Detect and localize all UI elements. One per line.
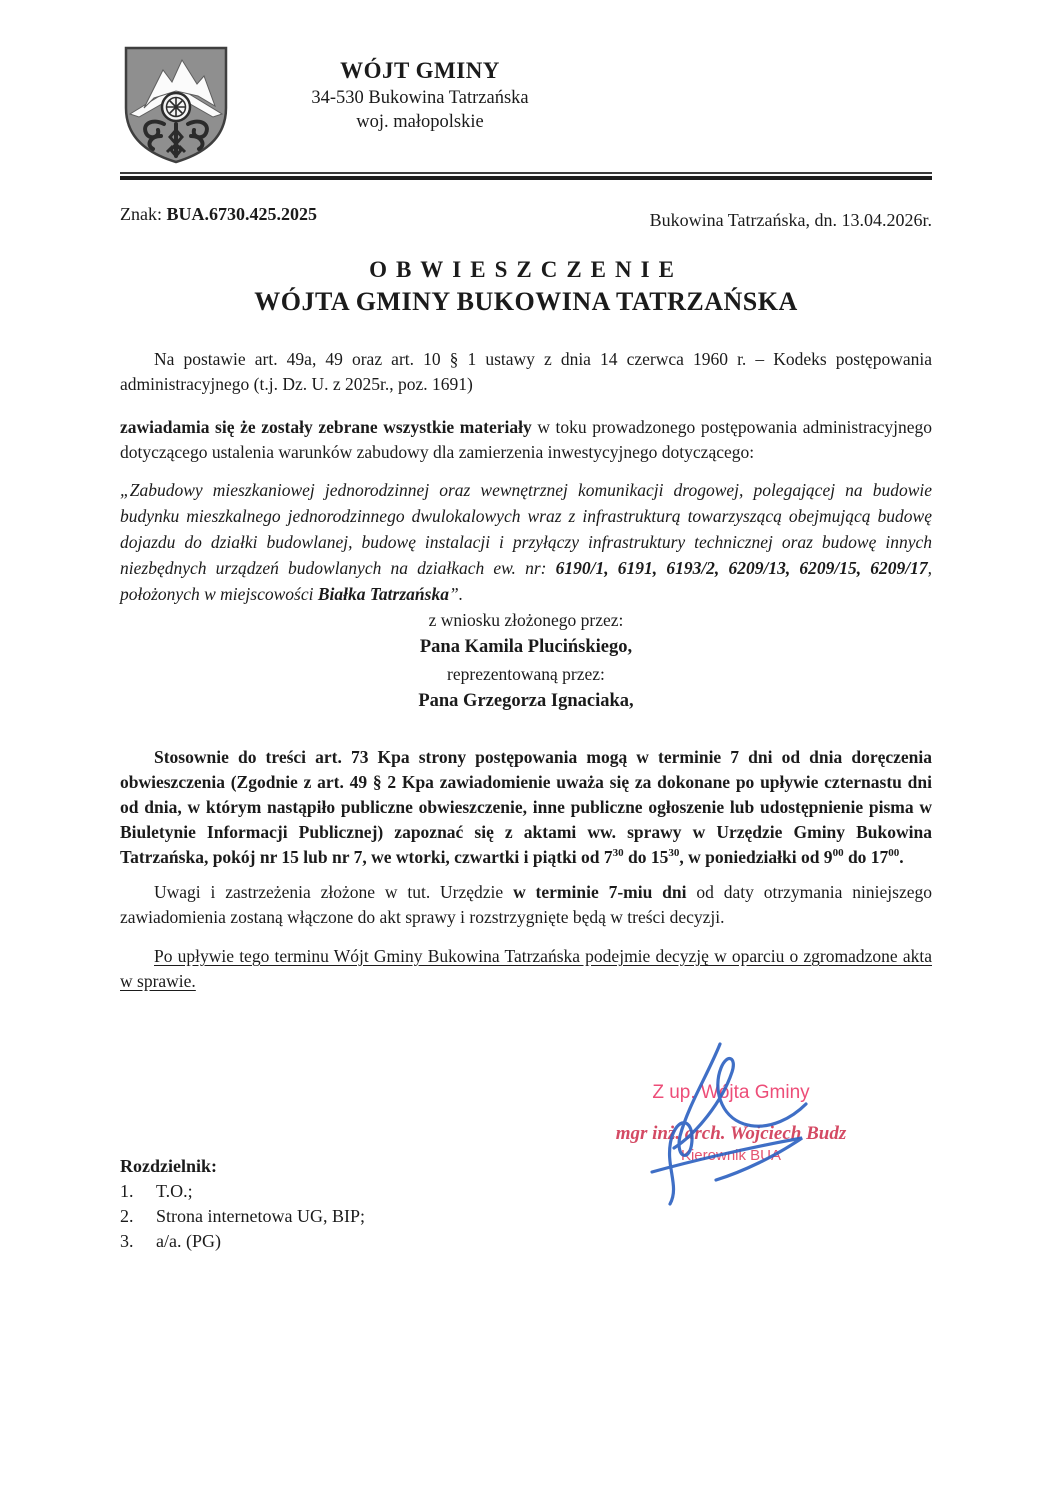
file-access-paragraph (120, 745, 932, 870)
reference-value: BUA.6730.425.2025 (166, 204, 318, 224)
applicant-block (120, 607, 932, 715)
letterhead-text (260, 58, 580, 133)
list-item-number: 1. (120, 1181, 134, 1201)
applicant-name: Pana Kamila Plucińskiego, (419, 637, 633, 657)
coat-of-arms-icon (120, 44, 232, 166)
stamp-signer-position: Kierownik BUA (680, 1147, 782, 1164)
access-text: Stosownie do treści art. 73 Kpa strony postępowania mogą w terminie 7 dni od dnia doręczenia obwieszczenia (Zgodnie z art. 49 § 2 Kpa zawiadomienie uważa się za dokonane po upływie czternastu dni od dnia, w którym nastąpiło publiczne obwieszczenie, inne publiczne ogłoszenie lub udostępnienie pisma w Biuletynie Informacji Publicznej) zapoznać się z aktami ww. sprawy w Urzędzie Gminy Bukowina Tatrzańska, pokój nr 15 lub nr 7, we wtorki, czwartki i piątki od 7 (120, 747, 932, 867)
access-text-5: . (899, 847, 904, 867)
hours-superscript: 30 (612, 847, 624, 860)
list-item-text: Strona internetowa UG, BIP; (156, 1206, 365, 1226)
notice-bold-lead: zawiadamia się że zostały zebrane wszystkie materiały (120, 417, 532, 437)
header-rule (120, 172, 932, 180)
quote-closing: ”. (448, 584, 464, 604)
investment-quote-paragraph (120, 477, 932, 607)
list-item-text: a/a. (PG) (156, 1231, 221, 1251)
remarks-text: Uwagi i zastrzeżenia złożone w tut. Urzędzie (154, 882, 514, 902)
access-text-2: do 15 (623, 847, 669, 867)
distribution-header: Rozdzielnik: (120, 1156, 217, 1176)
document-subtitle: WÓJTA GMINY BUKOWINA TATRZAŃSKA (254, 287, 798, 316)
notice-rest: w toku prowadzonego postępowania administracyjnego dotyczącego ustalenia warunków zabudowy dla zamierzenia inwestycyjnego dotyczącego: (120, 417, 932, 462)
quote-plot-numbers: 6190/1, 6191, 6193/2, 6209/13, 6209/15, 6209/17 (555, 558, 928, 578)
list-item (120, 1229, 932, 1254)
applicant-intro: z wniosku złożonego przez: (428, 610, 624, 630)
letterhead (120, 44, 932, 166)
reference-label: Znak: (120, 204, 162, 224)
remarks-text-2: od daty otrzymania niniejszego zawiadomienia zostaną włączone do akt sprawy i rozstrzygnięte będą w treści decyzji. (120, 882, 932, 927)
access-text-3: , w poniedziałki od 9 (679, 847, 833, 867)
stamp-on-behalf: Z up. Wójta Gminy (652, 1082, 810, 1103)
representative-name: Pana Grzegorza Ignaciaka, (418, 691, 634, 711)
remarks-paragraph (120, 880, 932, 930)
quote-text-2: , położonych w miejscowości (120, 558, 932, 604)
letterhead-sender: WÓJT GMINY (340, 58, 500, 83)
document-title: OBWIESZCZENIE (369, 257, 683, 282)
place-and-date: Bukowina Tatrzańska, dn. 13.04.2026r. (649, 210, 932, 230)
handwritten-signature (628, 1040, 828, 1210)
legal-basis-paragraph: Na postawie art. 49a, 49 oraz art. 10 § 1 ustawy z dnia 14 czerwca 1960 r. – Kodeks postępowania administracyjnego (t.j. Dz. U. z 2025r., poz. 1691) (120, 349, 932, 394)
reference-number (120, 204, 317, 231)
letterhead-address: 34-530 Bukowina Tatrzańska (311, 88, 529, 108)
list-item-number: 2. (120, 1206, 134, 1226)
final-decision-paragraph: Po upływie tego terminu Wójt Gminy Bukowina Tatrzańska podejmie decyzję w oparciu o zgromadzone akta w sprawie. (120, 946, 932, 991)
hours-superscript: 00 (832, 847, 844, 860)
applicant-represented-by: reprezentowaną przez: (447, 664, 605, 684)
notice-paragraph (120, 415, 932, 465)
quote-village-name: Białka Tatrzańska (317, 584, 449, 604)
hours-superscript: 00 (888, 847, 900, 860)
reference-row (120, 204, 932, 231)
letterhead-region: woj. małopolskie (356, 112, 484, 132)
list-item-text: T.O.; (156, 1181, 193, 1201)
remarks-deadline-bold: w terminie 7-miu dni (513, 882, 687, 902)
hours-superscript: 30 (668, 847, 680, 860)
list-item-number: 3. (120, 1231, 134, 1251)
stamp-signer-name: mgr inż. arch. Wojciech Budz (615, 1123, 847, 1144)
quote-text: „Zabudowy mieszkaniowej jednorodzinnej oraz wewnętrznej komunikacji drogowej, polegającej na budowie budynku mieszkalnego jednorodzinnego dwulokalowych wraz z infrastrukturą towarzyszącą obejmującą budowę dojazdu do działki budowlanej, budowę instalacji i przyłączy infrastruktury technicznej oraz budowę innych niezbędnych urządzeń budowlanych na działkach ew. nr: (120, 480, 932, 578)
access-text-4: do 17 (843, 847, 889, 867)
